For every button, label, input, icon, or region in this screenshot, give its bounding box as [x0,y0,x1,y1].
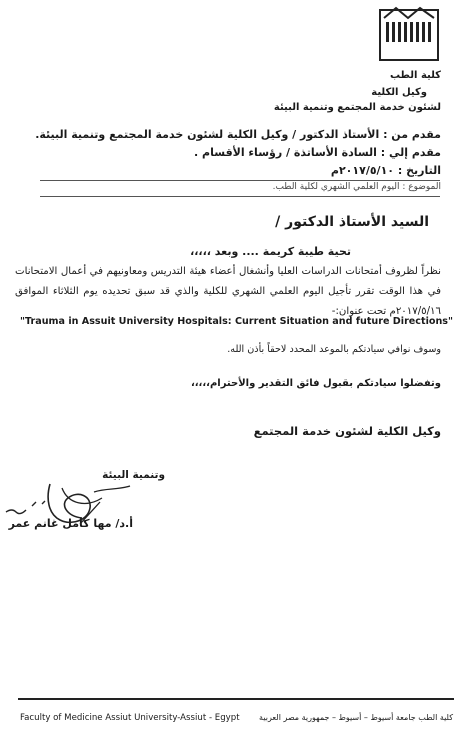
closing-text: وتفضلوا سيادتكم بقبول فائق التقدير والأحترام،،،،، [190,378,441,389]
signatory-title: وكيل الكلية لشئون خدمة المجتمع [253,424,441,438]
event-title: "Trauma in Assuit University Hospitals: Current Situation and future Directions" [20,316,453,327]
vice-dean-title: وكيل الكلية [371,87,427,98]
divider-line [40,196,440,197]
office-name: لشئون خدمة المجتمع وتنمية البيئة [273,102,441,113]
memo-date: التاريخ : ٢٠١٧/٥/١٠م [330,164,441,177]
signatory-name: أ.د/ مها كامل غانم عمر [8,517,133,530]
followup-text: وسوف نوافي سيادتكم بالموعد المحدد لاحقاً بأذن الله. [227,344,441,355]
greeting: تحية طيبة كريمة .... وبعد ،،،،، [190,245,351,258]
footer-rule [18,698,454,700]
faculty-name: كلية الطب [389,70,441,81]
university-logo [376,4,442,66]
salutation: السيد الأستاذ الدكتور / [275,214,429,230]
body-paragraph: نظراً لظروف أمتحانات الدراسات العليا وأنشغال أعضاء هيئة التدريس ومعاونيهم في أعمال الامتحانات في هذا الوقت تقرر تأجيل اليوم العلمي الشهري للكلية والذي قد سبق تحديده يوم الثلاثاء الموافق ٢٠١٧/٥/١٦م تحت عنوان:- [15,266,441,317]
memo-to: مقدم إلي : السادة الأساتذة / رؤساء الأقسام . [194,146,441,159]
divider-line [40,180,440,181]
signatory-title-line2: وتنمية البيئة [102,469,165,481]
footer-address-en: Faculty of Medicine Assiut University-Assiut - Egypt [20,713,240,723]
footer-address-ar: كلية الطب جامعة أسيوط – أسيوط – جمهورية مصر العربية [259,713,453,722]
memo-subject: الموضوع : اليوم العلمي الشهري لكلية الطب. [272,182,441,192]
memo-from: مقدم من : الأستاذ الدكتور / وكيل الكلية لشئون خدمة المجتمع وتنمية البيئة. [35,128,441,141]
handwritten-signature [2,468,182,548]
